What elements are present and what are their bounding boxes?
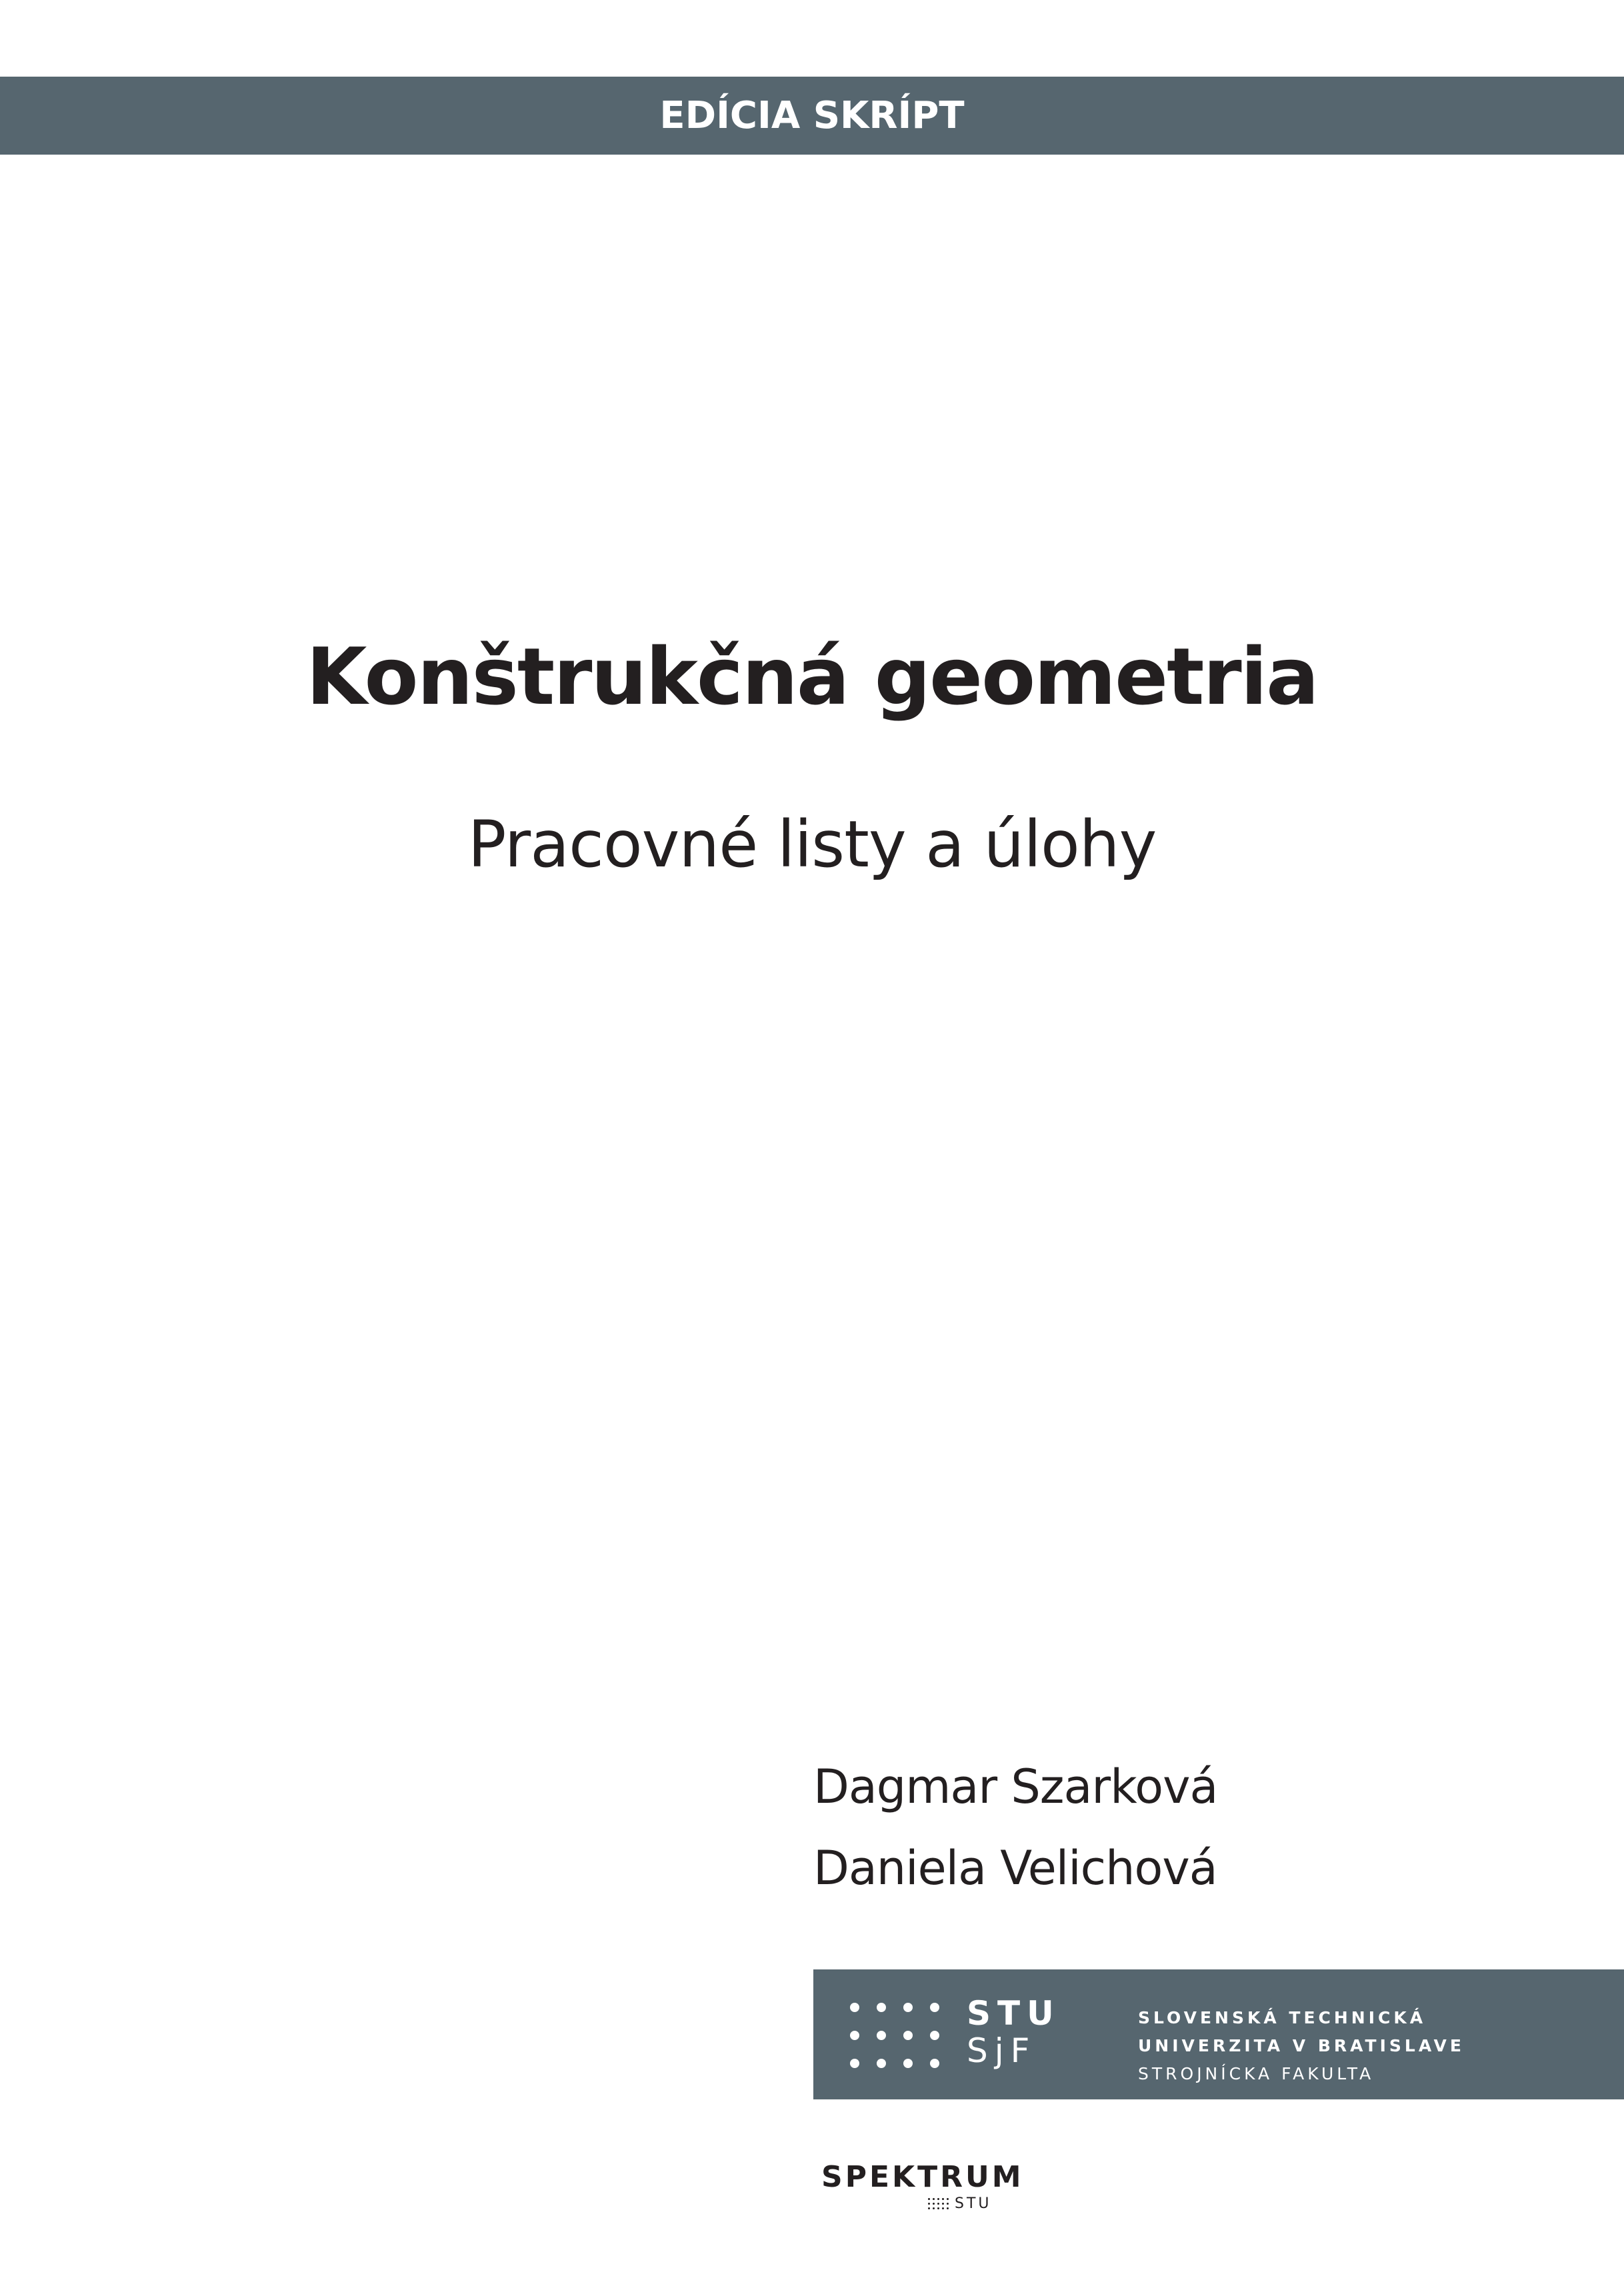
- institution-logo-band: [813, 1969, 1624, 2099]
- publisher-logo: [821, 2160, 1035, 2212]
- series-label: EDÍCIA SKRÍPT: [659, 94, 965, 137]
- book-title: Konštrukčná geometria: [306, 630, 1318, 722]
- institution-name-line2: UNIVERZITA V BRATISLAVE: [1138, 2036, 1465, 2055]
- series-band: [0, 77, 1624, 155]
- book-subtitle: Pracovné listy a úlohy: [467, 807, 1157, 882]
- institution-code-line2: SjF: [967, 2031, 1037, 2070]
- publisher-name: SPEKTRUM: [821, 2160, 1024, 2194]
- author-list: [813, 1746, 1217, 1909]
- institution-code: [967, 1995, 1061, 2069]
- publisher-sub: STU: [955, 2195, 992, 2212]
- institution-name-line3: STROJNÍCKA FAKULTA: [1138, 2064, 1375, 2083]
- author-name: Daniela Velichová: [813, 1841, 1217, 1895]
- institution-name-line1: SLOVENSKÁ TECHNICKÁ: [1138, 2008, 1427, 2027]
- publisher-dots-icon: [928, 2198, 952, 2211]
- author-name: Dagmar Szarková: [813, 1759, 1218, 1814]
- institution-code-line1: STU: [967, 1994, 1061, 2033]
- dot-grid-icon: [850, 2003, 957, 2083]
- institution-name: [1138, 2004, 1465, 2088]
